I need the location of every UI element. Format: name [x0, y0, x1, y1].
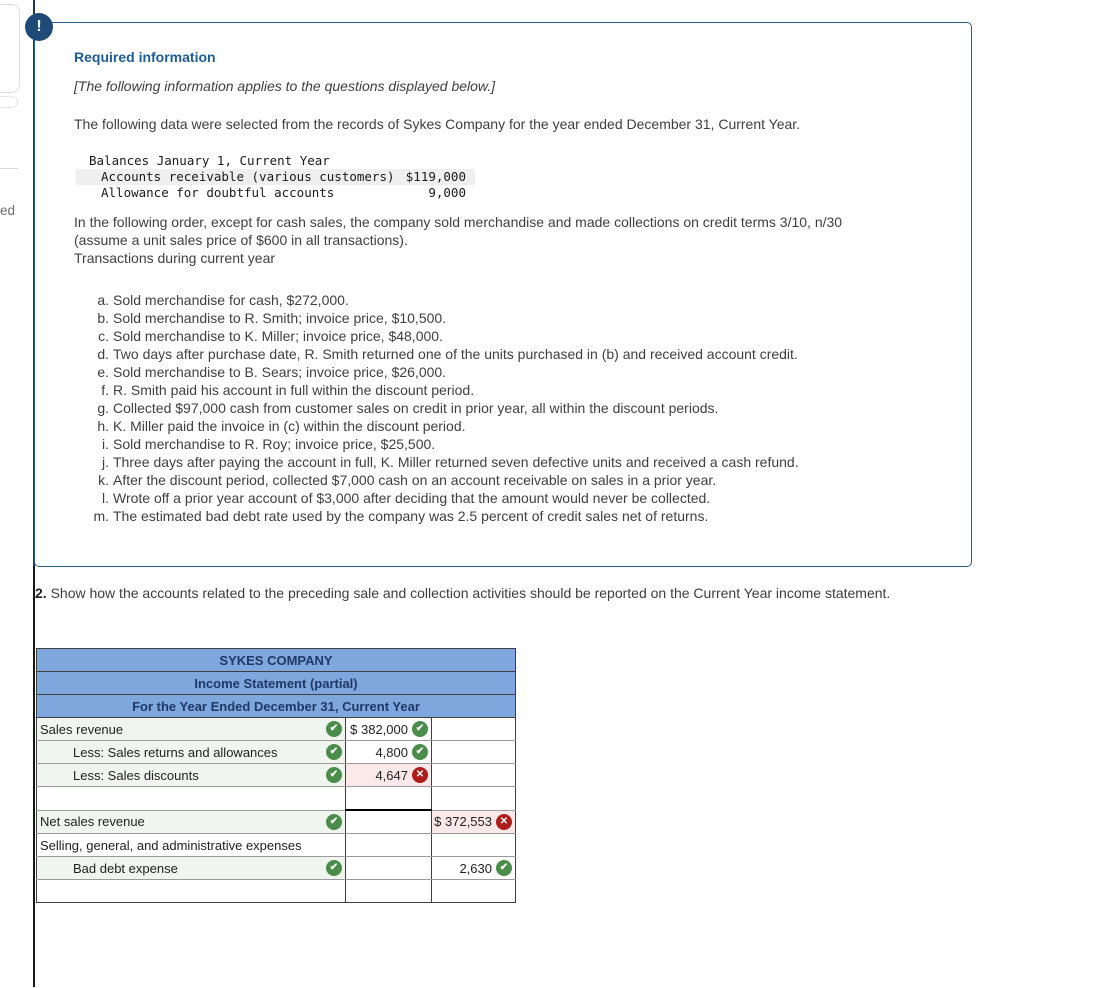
statement-row: [37, 787, 516, 811]
correct-icon: ✔: [496, 860, 512, 876]
account-label-cell: [37, 880, 346, 903]
transaction-letter: e.: [97, 364, 109, 380]
alert-icon: !: [25, 13, 53, 41]
transaction-letter: d.: [97, 346, 109, 362]
transaction-item: [87, 363, 799, 381]
amount-cell[interactable]: [432, 857, 516, 880]
transaction-letter: l.: [102, 490, 109, 506]
clipped-text: ed: [0, 203, 16, 218]
transaction-letter: i.: [102, 436, 109, 452]
incorrect-icon: ✕: [496, 814, 512, 830]
statement-row: [37, 880, 516, 903]
amount-cell: [432, 718, 516, 741]
correct-icon: ✔: [326, 860, 342, 876]
income-statement-table: [36, 648, 516, 903]
transaction-item: [87, 309, 799, 327]
statement-header: Income Statement (partial): [37, 672, 516, 695]
amount-cell: [432, 787, 516, 811]
amount-cell: [346, 857, 432, 880]
transaction-letter: h.: [97, 418, 109, 434]
account-label: Less: Sales returns and allowances: [73, 744, 278, 760]
transaction-item: [87, 327, 799, 345]
transaction-item: [87, 345, 799, 363]
statement-row: [37, 834, 516, 857]
transactions-list: [87, 291, 799, 525]
question-number: 2.: [35, 585, 47, 601]
beginning-balances-table: [76, 153, 475, 201]
page-edge-line-bottom: [33, 566, 35, 987]
transaction-text: Two days after purchase date, R. Smith returned one of the units purchased in (b) and received account credit.: [113, 346, 798, 362]
statement-row: [37, 741, 516, 764]
transaction-letter: a.: [97, 292, 109, 308]
correct-icon: ✔: [326, 767, 342, 783]
balance-row: [76, 185, 475, 201]
amount-value: $ 382,000: [350, 721, 408, 737]
amount-cell: [432, 741, 516, 764]
amount-value: 4,647: [375, 767, 408, 783]
account-label-cell[interactable]: [37, 764, 346, 787]
applies-below-note: [The following information applies to the questions displayed below.]: [74, 78, 496, 94]
transaction-item: [87, 381, 799, 399]
statement-row: [37, 764, 516, 787]
required-information-title: Required information: [74, 49, 216, 65]
statement-header-row: [37, 695, 516, 718]
account-label-cell: [37, 834, 346, 857]
transaction-item: [87, 435, 799, 453]
amount-cell: [346, 834, 432, 857]
balance-value: $119,000: [405, 169, 466, 184]
balance-value: 9,000: [428, 185, 466, 200]
required-information-panel: [34, 22, 972, 567]
account-label: Less: Sales discounts: [73, 767, 199, 783]
transaction-text: Sold merchandise to B. Sears; invoice price, $26,000.: [113, 364, 447, 380]
correct-icon: ✔: [326, 744, 342, 760]
correct-icon: ✔: [326, 721, 342, 737]
transaction-item: [87, 291, 799, 309]
statement-header: SYKES COMPANY: [37, 649, 516, 672]
account-label-cell: [37, 787, 346, 811]
amount-cell[interactable]: [346, 764, 432, 787]
transaction-item: [87, 471, 799, 489]
transactions-heading: Transactions during current year: [74, 250, 276, 266]
transaction-text: Sold merchandise to K. Miller; invoice price, $48,000.: [113, 328, 443, 344]
transaction-letter: c.: [98, 328, 109, 344]
account-label: Selling, general, and administrative expenses: [40, 837, 302, 853]
transaction-item: [87, 489, 799, 507]
terms-paragraph: In the following order, except for cash sales, the company sold merchandise and made collections on credit terms 3/10, n/30 (assume a unit sales price of $600 in all transactions).: [74, 214, 843, 248]
statement-header-row: [37, 649, 516, 672]
transaction-letter: f.: [101, 382, 109, 398]
transaction-text: R. Smith paid his account in full within the discount period.: [113, 382, 475, 398]
question-body: Show how the accounts related to the preceding sale and collection activities should be reported on the Current Year income statement.: [50, 585, 891, 601]
balance-label: Accounts receivable (various customers): [101, 169, 395, 184]
amount-cell: [346, 810, 432, 834]
transaction-text: The estimated bad debt rate used by the company was 2.5 percent of credit sales net of returns.: [113, 508, 709, 524]
transaction-item: [87, 453, 799, 471]
transaction-text: Wrote off a prior year account of $3,000 after deciding that the amount would never be collected.: [113, 490, 711, 506]
account-label-cell[interactable]: [37, 857, 346, 880]
amount-value: 4,800: [375, 744, 408, 760]
intro-paragraph: The following data were selected from the records of Sykes Company for the year ended December 31, Current Year.: [74, 116, 801, 132]
clipped-sidebar-card: [0, 4, 20, 93]
amount-cell[interactable]: [346, 741, 432, 764]
statement-header: For the Year Ended December 31, Current Year: [37, 695, 516, 718]
transaction-letter: j.: [102, 454, 109, 470]
amount-cell[interactable]: [346, 718, 432, 741]
amount-cell: [432, 764, 516, 787]
transaction-text: Sold merchandise to R. Smith; invoice price, $10,500.: [113, 310, 447, 326]
transaction-letter: g.: [97, 400, 109, 416]
transaction-letter: b.: [97, 310, 109, 326]
balance-row: [76, 169, 475, 185]
account-label-cell[interactable]: [37, 810, 346, 834]
account-label: Sales revenue: [40, 721, 124, 737]
account-label: Bad debt expense: [73, 860, 178, 876]
statement-row: [37, 857, 516, 880]
transaction-text: Three days after paying the account in full, K. Miller returned seven defective units and received a cash refund.: [113, 454, 799, 470]
transaction-text: Sold merchandise to R. Roy; invoice price, $25,500.: [113, 436, 436, 452]
correct-icon: ✔: [412, 744, 428, 760]
correct-icon: ✔: [412, 721, 428, 737]
balances-title: Balances January 1, Current Year: [89, 153, 330, 168]
amount-value: $ 372,553: [434, 814, 492, 830]
transaction-item: [87, 417, 799, 435]
amount-cell: [346, 787, 432, 811]
transaction-letter: k.: [98, 472, 109, 488]
balance-label: Allowance for doubtful accounts: [101, 185, 335, 200]
incorrect-icon: ✕: [412, 767, 428, 783]
question-text: [35, 584, 927, 603]
transaction-item: [87, 507, 799, 525]
transaction-letter: m.: [93, 508, 109, 524]
account-label: Net sales revenue: [40, 814, 145, 830]
amount-cell: [346, 880, 432, 903]
account-label-cell[interactable]: [37, 741, 346, 764]
transaction-text: After the discount period, collected $7,000 cash on an account receivable on sales in a prior year.: [113, 472, 717, 488]
clipped-divider: [0, 168, 18, 169]
statement-header-row: [37, 672, 516, 695]
terms-paragraph-block: [74, 213, 898, 267]
correct-icon: ✔: [326, 814, 342, 830]
transaction-item: [87, 399, 799, 417]
statement-row: [37, 810, 516, 834]
account-label-cell[interactable]: [37, 718, 346, 741]
transaction-text: Collected $97,000 cash from customer sales on credit in prior year, all within the discount periods.: [113, 400, 719, 416]
amount-cell: [432, 880, 516, 903]
transaction-text: Sold merchandise for cash, $272,000.: [113, 292, 349, 308]
transaction-text: K. Miller paid the invoice in (c) within the discount period.: [113, 418, 466, 434]
amount-cell: [432, 834, 516, 857]
statement-row: [37, 718, 516, 741]
amount-value: 2,630: [459, 860, 492, 876]
amount-cell[interactable]: [432, 810, 516, 834]
clipped-sidebar-card-2: [0, 96, 18, 108]
